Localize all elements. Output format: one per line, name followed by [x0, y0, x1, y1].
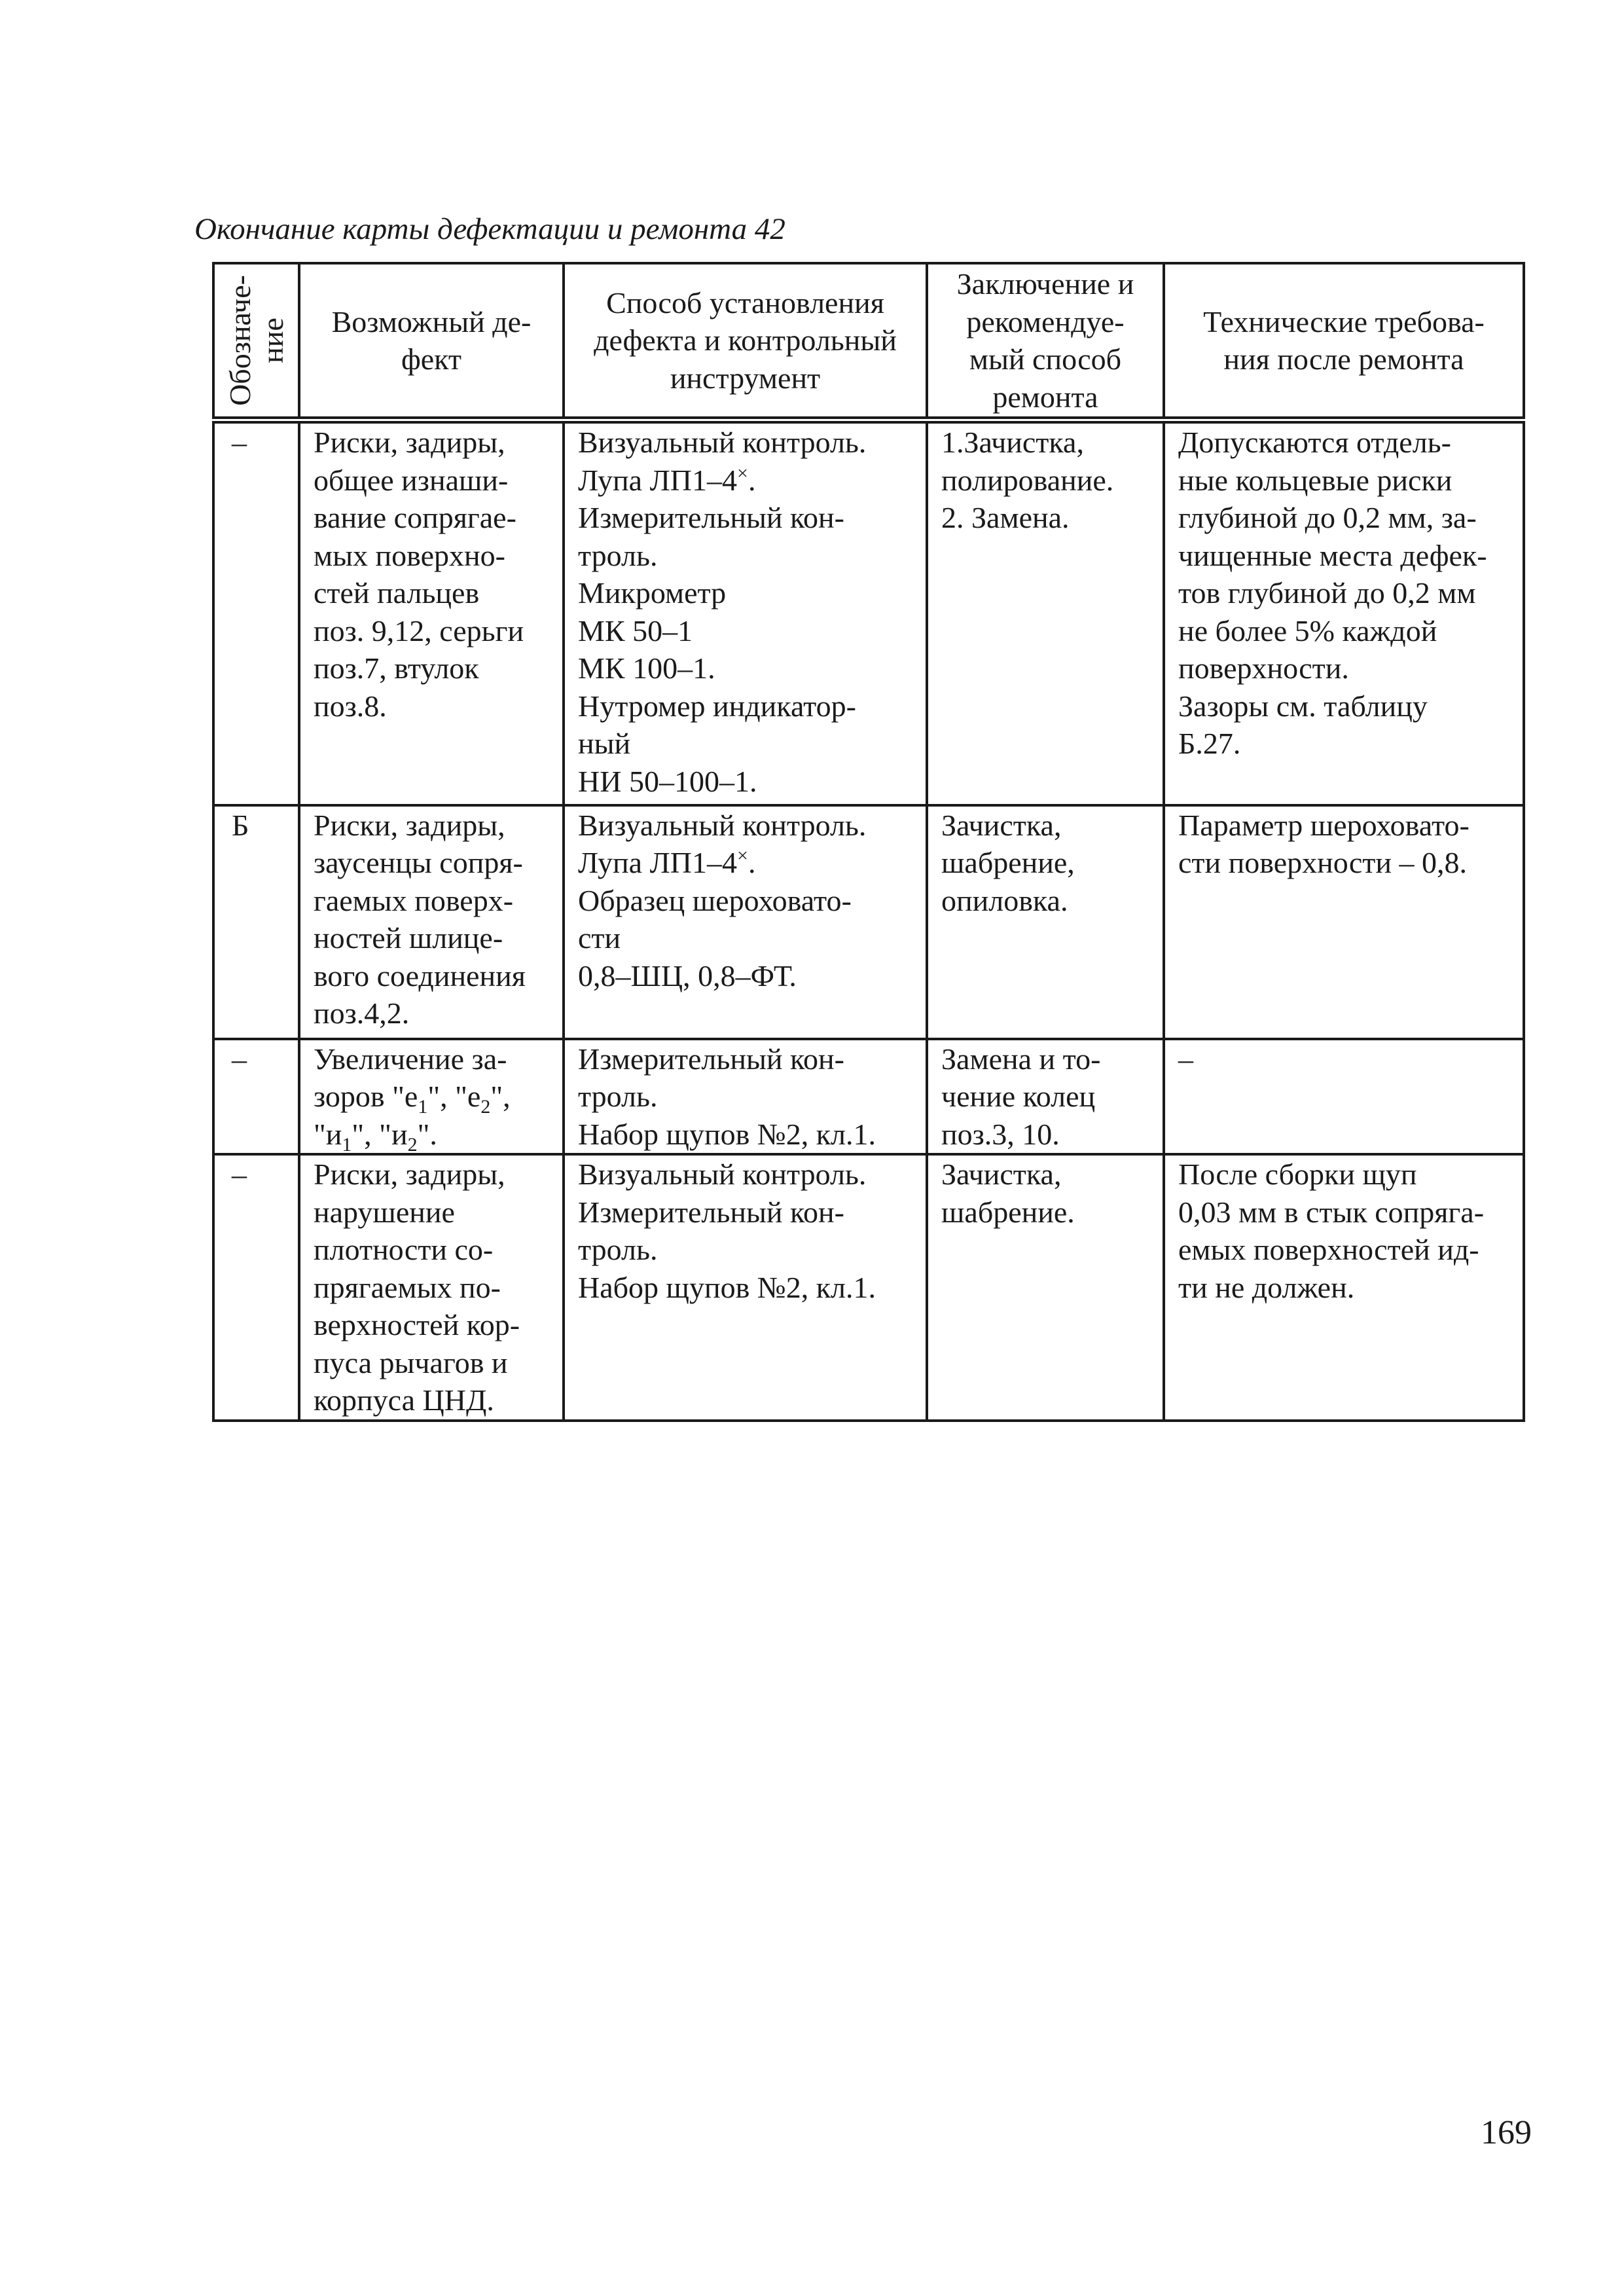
cell-method: Измерительный кон- троль. Набор щупов №2, кл.1.: [564, 1039, 927, 1155]
cell-defect: Риски, задиры, общее изнаши- вание сопрягае- мых поверхно- стей пальцев поз. 9,12, серьги поз.7, втулок поз.8.: [299, 420, 564, 805]
method-visual: Визуальный контроль.: [578, 426, 867, 459]
method-lupa: Лупа ЛП1–4×.: [578, 462, 756, 497]
cell-requirements: После сборки щуп 0,03 мм в стык сопряга- емых поверхностей ид- ти не должен.: [1164, 1154, 1524, 1421]
cell-designation: –: [213, 420, 299, 805]
table-row: [213, 1154, 1524, 1421]
table-row: [213, 1039, 1524, 1155]
header-defect: Возможный де- фект: [299, 263, 564, 420]
header-requirements: Технические требова- ния после ремонта: [1164, 263, 1524, 420]
cell-method: [564, 420, 927, 805]
cell-designation: –: [213, 1154, 299, 1421]
table-caption: Окончание карты дефектации и ремонта 42: [194, 212, 785, 246]
header-method: Способ установления дефекта и контрольный инструмент: [564, 263, 927, 420]
cell-conclusion: 1.Зачистка, полирование. 2. Замена.: [927, 420, 1164, 805]
method-visual: Визуальный контроль.: [578, 808, 867, 842]
cell-defect: Риски, задиры, заусенцы сопря- гаемых поверх- ностей шлице- вого соединения поз.4,2.: [299, 805, 564, 1039]
header-designation: [213, 263, 299, 420]
defect-repair-table: [212, 262, 1525, 1422]
header-designation-label: Обозначе- ние: [223, 275, 289, 406]
cell-requirements: –: [1164, 1039, 1524, 1155]
cell-conclusion: Зачистка, шабрение, опиловка.: [927, 805, 1164, 1039]
table-row: [213, 420, 1524, 805]
cell-requirements: Допускаются отдель- ные кольцевые риски глубиной до 0,2 мм, за- чищенные места дефек- тов глубиной до 0,2 мм не более 5% каждой поверхности. Зазоры см. таблицу Б.27.: [1164, 420, 1524, 805]
cell-designation: –: [213, 1039, 299, 1155]
table-header-row: [213, 263, 1524, 420]
table-row: [213, 805, 1524, 1039]
cell-defect: Увеличение за- зоров "$е_1$", "$е_2$", "$и_1$", "$и_2$".: [299, 1039, 564, 1155]
cell-conclusion: Зачистка, шабрение.: [927, 1154, 1164, 1421]
cell-method: [564, 805, 927, 1039]
method-rest: Образец шероховато- сти 0,8–ШЦ, 0,8–ФТ.: [578, 883, 852, 993]
header-conclusion: Заключение и рекомендуе- мый способ ремонта: [927, 263, 1164, 420]
cell-defect: Риски, задиры, нарушение плотности со- прягаемых по- верхностей кор- пуса рычагов и корпуса ЦНД.: [299, 1154, 564, 1421]
cell-designation: Б: [213, 805, 299, 1039]
cell-method: Визуальный контроль. Измерительный кон- троль. Набор щупов №2, кл.1.: [564, 1154, 927, 1421]
method-lupa: Лупа ЛП1–4×.: [578, 845, 756, 879]
cell-requirements: Параметр шероховато- сти поверхности – 0,8.: [1164, 805, 1524, 1039]
cell-conclusion: Замена и то- чение колец поз.3, 10.: [927, 1039, 1164, 1155]
method-rest: Измерительный кон- троль. Микрометр МК 50–1 МК 100–1. Нутромер индикатор- ный НИ 50–100–1.: [578, 501, 856, 798]
page-number: 169: [1481, 2114, 1532, 2151]
